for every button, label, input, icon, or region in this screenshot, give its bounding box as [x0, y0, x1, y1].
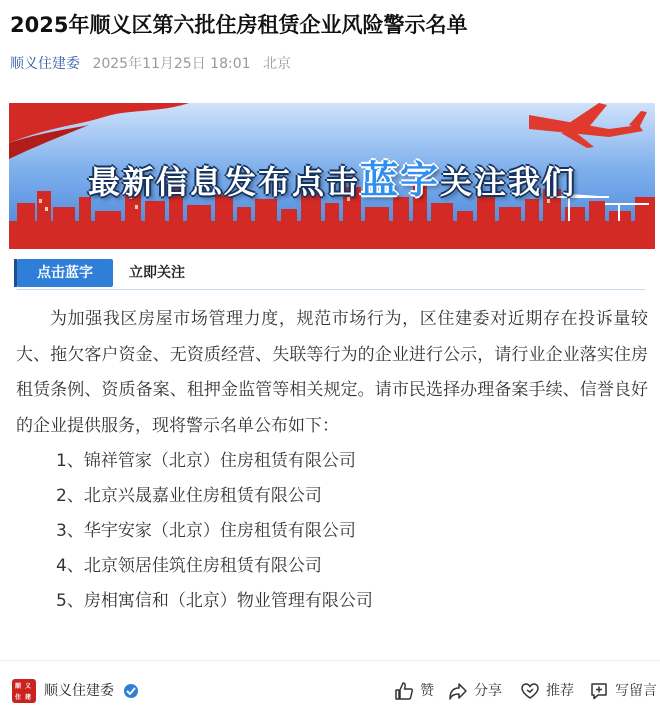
share-label: 分享 — [474, 683, 502, 699]
follow-text: 立即关注 — [129, 265, 185, 281]
bottom-action-bar — [0, 671, 660, 715]
thumbs-up-icon — [394, 681, 414, 701]
account-avatar[interactable]: 顺 义 住 建 — [12, 679, 36, 703]
list-item: 1、锦祥管家（北京）住房租赁有限公司 — [56, 451, 356, 471]
banner-headline — [9, 149, 655, 204]
follow-tag[interactable]: 点击蓝字 — [17, 259, 113, 287]
share-arrow-icon — [448, 681, 468, 701]
recommend-button[interactable] — [520, 679, 580, 703]
follow-banner[interactable] — [9, 103, 655, 249]
publish-location: 北京 — [262, 56, 291, 72]
warning-list — [16, 444, 648, 619]
share-button[interactable] — [448, 679, 508, 703]
like-button[interactable] — [394, 679, 440, 703]
list-item: 5、房相寓信和（北京）物业管理有限公司 — [56, 591, 373, 611]
list-item: 4、北京领居佳筑住房租赁有限公司 — [56, 556, 322, 576]
article-meta — [10, 52, 291, 76]
author-link[interactable]: 顺义住建委 — [10, 56, 80, 72]
publish-date: 2025年11月25日 18:01 — [92, 56, 251, 72]
list-item: 3、华宇安家（北京）住房租赁有限公司 — [56, 521, 356, 541]
intro-paragraph: 为加强我区房屋市场管理力度，规范市场行为，区住建委对近期存在投诉量较大、拖欠客户资金、无资质经营、失联等行为的企业进行公示，请行业企业落实住房租赁条例、资质备案、租押金监管等相关规定。请市民选择办理备案手续、信誉良好的企业提供服务，现将警示名单公布如下： — [16, 309, 648, 436]
list-item: 2、北京兴晟嘉业住房租赁有限公司 — [56, 486, 322, 506]
comment-button[interactable] — [589, 679, 659, 703]
article-title: 2025年顺义区第六批住房租赁企业风险警示名单 — [10, 13, 468, 37]
account-name[interactable]: 顺义住建委 — [44, 683, 114, 699]
verified-check-icon — [124, 684, 138, 698]
comment-plus-icon — [589, 681, 609, 701]
heart-hand-icon — [520, 681, 540, 701]
recommend-label: 推荐 — [546, 683, 574, 699]
banner-text-after: 关注我们 — [440, 163, 577, 201]
banner-text-before: 最新信息发布点击 — [87, 163, 360, 201]
follow-bar[interactable] — [17, 256, 645, 290]
bottom-divider — [0, 660, 660, 661]
banner-text-highlight: 蓝字 — [359, 158, 440, 202]
article-body — [16, 302, 648, 619]
like-label: 赞 — [420, 683, 434, 699]
comment-label: 写留言 — [615, 683, 657, 699]
